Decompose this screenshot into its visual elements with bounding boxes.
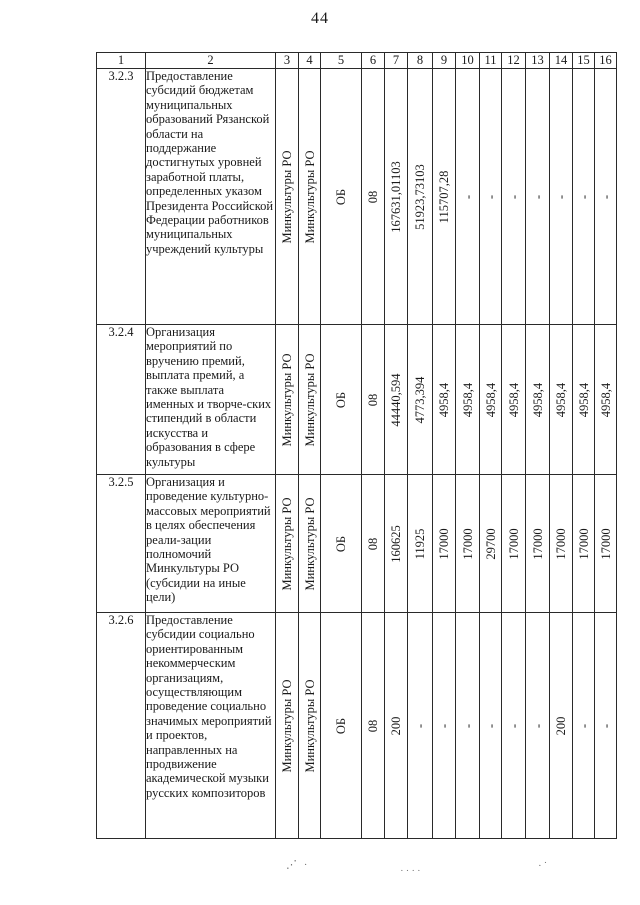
value-cell bbox=[362, 325, 385, 475]
value-cell bbox=[480, 475, 502, 613]
cell-value: Минкультуры РО bbox=[302, 496, 317, 591]
value-cell bbox=[595, 325, 617, 475]
value-cell bbox=[385, 613, 408, 839]
column-header-8: 8 bbox=[408, 53, 433, 69]
column-header-12: 12 bbox=[502, 53, 526, 69]
cell-value: Минкультуры РО bbox=[279, 352, 294, 447]
cell-value: - bbox=[506, 194, 521, 199]
cell-value: 51923,73103 bbox=[412, 163, 427, 230]
cell-value: 4773,394 bbox=[412, 376, 427, 423]
cell-value: ОБ bbox=[333, 391, 348, 408]
cell-value: 11925 bbox=[412, 528, 427, 559]
cell-value: 17000 bbox=[436, 527, 451, 560]
column-header-5: 5 bbox=[321, 53, 362, 69]
value-cell bbox=[595, 475, 617, 613]
cell-value: Минкультуры РО bbox=[279, 496, 294, 591]
cell-value: - bbox=[483, 723, 498, 728]
cell-value: - bbox=[436, 723, 451, 728]
column-header-15: 15 bbox=[573, 53, 595, 69]
column-header-14: 14 bbox=[550, 53, 573, 69]
cell-value: 167631,01103 bbox=[388, 160, 403, 233]
budget-table bbox=[96, 52, 617, 839]
table-body bbox=[97, 69, 617, 839]
value-cell bbox=[480, 69, 502, 325]
value-cell bbox=[456, 69, 480, 325]
cell-value: Минкультуры РО bbox=[302, 678, 317, 773]
cell-value: ОБ bbox=[333, 188, 348, 205]
cell-value: 17000 bbox=[506, 527, 521, 560]
value-cell bbox=[480, 613, 502, 839]
cell-value: - bbox=[598, 194, 613, 199]
value-cell bbox=[299, 69, 321, 325]
table-row bbox=[97, 69, 617, 325]
value-cell bbox=[595, 69, 617, 325]
page-number: 44 bbox=[311, 10, 329, 27]
cell-value: - bbox=[506, 723, 521, 728]
cell-value: 17000 bbox=[460, 527, 475, 560]
cell-value: Минкультуры РО bbox=[302, 352, 317, 447]
cell-value: 08 bbox=[365, 190, 380, 203]
scan-mark: ⋰ · bbox=[286, 859, 310, 871]
table-row bbox=[97, 475, 617, 613]
row-description-cell: Организация мероприятий по вручению премий, выплата премий, а также выплата именных и творче-ских стипендий в области искусства и образования в сфере культуры bbox=[146, 325, 276, 475]
cell-value: - bbox=[460, 194, 475, 199]
cell-value: 200 bbox=[553, 716, 568, 735]
cell-value: Минкультуры РО bbox=[302, 149, 317, 244]
cell-value: - bbox=[483, 194, 498, 199]
table-row bbox=[97, 613, 617, 839]
row-code-cell: 3.2.4 bbox=[97, 325, 146, 475]
row-code-cell: 3.2.6 bbox=[97, 613, 146, 839]
value-cell bbox=[502, 69, 526, 325]
cell-value: 17000 bbox=[576, 527, 591, 560]
value-cell bbox=[433, 475, 456, 613]
value-cell bbox=[362, 69, 385, 325]
column-header-1: 1 bbox=[97, 53, 146, 69]
cell-value: 4958,4 bbox=[506, 382, 521, 417]
value-cell bbox=[550, 325, 573, 475]
value-cell bbox=[385, 325, 408, 475]
row-description-cell: Предоставление субсидий бюджетам муниципальных образований Рязанской области на поддержание достигнутых уровней заработной платы, определенных указом Президента Российской Федерации работников муниципальных учреждений культуры bbox=[146, 69, 276, 325]
column-header-row bbox=[97, 53, 617, 69]
value-cell bbox=[456, 613, 480, 839]
column-header-9: 9 bbox=[433, 53, 456, 69]
value-cell bbox=[299, 475, 321, 613]
value-cell bbox=[321, 325, 362, 475]
row-description-cell: Предоставление субсидии социально ориентированным некоммерческим организациям, осуществляющим проведение социально значимых мероприятий и проектов, направленных на продвижение академической музыки русских композиторов bbox=[146, 613, 276, 839]
table-row bbox=[97, 325, 617, 475]
value-cell bbox=[276, 613, 299, 839]
value-cell bbox=[385, 69, 408, 325]
value-cell bbox=[299, 613, 321, 839]
value-cell bbox=[299, 325, 321, 475]
cell-value: 4958,4 bbox=[436, 382, 451, 417]
value-cell bbox=[362, 475, 385, 613]
cell-value: 4958,4 bbox=[483, 382, 498, 417]
cell-value: - bbox=[530, 194, 545, 199]
value-cell bbox=[550, 475, 573, 613]
cell-value: 08 bbox=[365, 393, 380, 406]
cell-value: - bbox=[530, 723, 545, 728]
value-cell bbox=[595, 613, 617, 839]
cell-value: - bbox=[576, 723, 591, 728]
value-cell bbox=[573, 613, 595, 839]
cell-value: 200 bbox=[388, 716, 403, 735]
value-cell bbox=[408, 69, 433, 325]
cell-value: - bbox=[553, 194, 568, 199]
value-cell bbox=[573, 69, 595, 325]
column-header-3: 3 bbox=[276, 53, 299, 69]
cell-value: 17000 bbox=[530, 527, 545, 560]
value-cell bbox=[480, 325, 502, 475]
row-code-cell: 3.2.3 bbox=[97, 69, 146, 325]
value-cell bbox=[526, 325, 550, 475]
cell-value: 4958,4 bbox=[553, 382, 568, 417]
cell-value: 160625 bbox=[388, 524, 403, 563]
value-cell bbox=[385, 475, 408, 613]
cell-value: Минкультуры РО bbox=[279, 678, 294, 773]
column-header-2: 2 bbox=[146, 53, 276, 69]
cell-value: 08 bbox=[365, 537, 380, 550]
cell-value: 4958,4 bbox=[530, 382, 545, 417]
value-cell bbox=[456, 325, 480, 475]
value-cell bbox=[502, 475, 526, 613]
cell-value: 4958,4 bbox=[576, 382, 591, 417]
value-cell bbox=[433, 69, 456, 325]
value-cell bbox=[276, 475, 299, 613]
value-cell bbox=[502, 325, 526, 475]
cell-value: 17000 bbox=[553, 527, 568, 560]
value-cell bbox=[276, 69, 299, 325]
value-cell bbox=[573, 475, 595, 613]
cell-value: Минкультуры РО bbox=[279, 149, 294, 244]
cell-value: ОБ bbox=[333, 717, 348, 734]
value-cell bbox=[321, 475, 362, 613]
value-cell bbox=[321, 69, 362, 325]
cell-value: - bbox=[460, 723, 475, 728]
cell-value: 4958,4 bbox=[460, 382, 475, 417]
column-header-4: 4 bbox=[299, 53, 321, 69]
value-cell bbox=[550, 613, 573, 839]
row-description-cell: Организация и проведение культурно-массовых мероприятий в целях обеспечения реали-зации полномочий Минкультуры РО (субсидии на иные цели) bbox=[146, 475, 276, 613]
value-cell bbox=[526, 69, 550, 325]
value-cell bbox=[502, 613, 526, 839]
column-header-13: 13 bbox=[526, 53, 550, 69]
cell-value: 4958,4 bbox=[598, 382, 613, 417]
cell-value: 44440,594 bbox=[388, 372, 403, 427]
row-code-cell: 3.2.5 bbox=[97, 475, 146, 613]
value-cell bbox=[550, 69, 573, 325]
value-cell bbox=[526, 613, 550, 839]
cell-value: 115707,28 bbox=[436, 170, 451, 223]
scan-mark: ·˙ bbox=[538, 860, 550, 872]
cell-value: 08 bbox=[365, 719, 380, 732]
column-header-7: 7 bbox=[385, 53, 408, 69]
value-cell bbox=[321, 613, 362, 839]
column-header-16: 16 bbox=[595, 53, 617, 69]
value-cell bbox=[573, 325, 595, 475]
value-cell bbox=[362, 613, 385, 839]
cell-value: - bbox=[412, 723, 427, 728]
cell-value: - bbox=[576, 194, 591, 199]
column-header-11: 11 bbox=[480, 53, 502, 69]
value-cell bbox=[433, 325, 456, 475]
value-cell bbox=[408, 613, 433, 839]
cell-value: - bbox=[598, 723, 613, 728]
column-header-6: 6 bbox=[362, 53, 385, 69]
value-cell bbox=[433, 613, 456, 839]
scan-mark: ˙˙˙˙ bbox=[400, 868, 423, 880]
value-cell bbox=[408, 325, 433, 475]
value-cell bbox=[526, 475, 550, 613]
cell-value: ОБ bbox=[333, 535, 348, 552]
column-header-10: 10 bbox=[456, 53, 480, 69]
value-cell bbox=[408, 475, 433, 613]
cell-value: 29700 bbox=[483, 527, 498, 560]
value-cell bbox=[456, 475, 480, 613]
value-cell bbox=[276, 325, 299, 475]
cell-value: 17000 bbox=[598, 527, 613, 560]
